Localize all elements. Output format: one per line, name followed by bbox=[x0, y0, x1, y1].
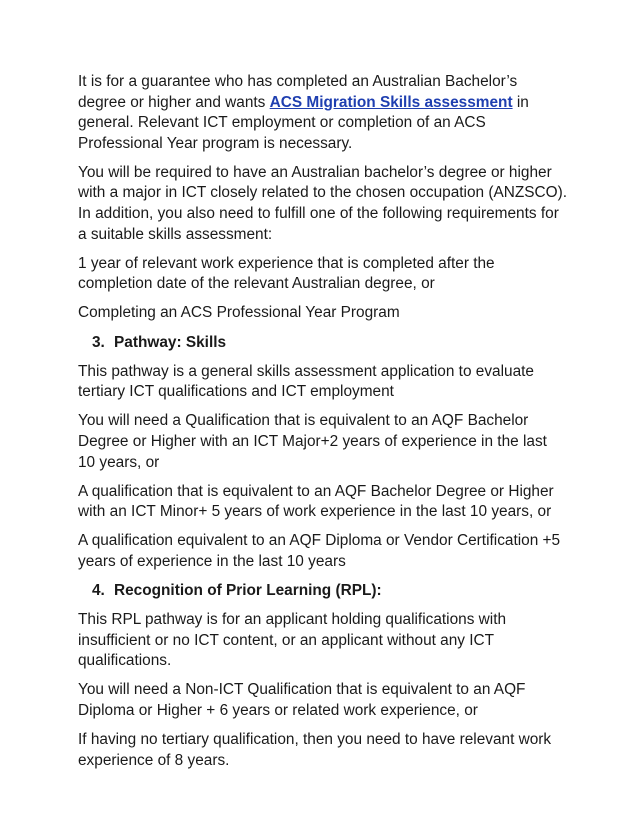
heading-title: Pathway: Skills bbox=[114, 333, 227, 351]
paragraph-requirements: You will be required to have an Australian bachelor’s degree or higher with a major in ICT closely related to the chosen occupation (ANZSCO). In addition, you also need to fulfill one of the following requirements for a suitable skills assessment: bbox=[78, 163, 568, 243]
heading-title: Recognition of Prior Learning (RPL): bbox=[114, 581, 382, 599]
acs-migration-skills-assessment-link[interactable]: ACS Migration Skills assessment bbox=[269, 93, 513, 111]
intro-text-before-link: It is for a guarantee who has completed an Australian Bachelor’s degree or higher and wants bbox=[78, 73, 518, 111]
paragraph-rpl-description: This RPL pathway is for an applicant holding qualifications with insufficient or no ICT content, or an applicant without any ICT qualifications. bbox=[78, 611, 507, 670]
paragraph-professional-year-option: Completing an ACS Professional Year Program bbox=[78, 304, 400, 322]
paragraph-skills-pathway-description: This pathway is a general skills assessment application to evaluate tertiary ICT qualifications and ICT employment bbox=[78, 362, 534, 401]
heading-rpl bbox=[78, 581, 568, 602]
paragraph-ict-major-option: You will need a Qualification that is equivalent to an AQF Bachelor Degree or Higher with an ICT Major+2 years of experience in the last 10 years, or bbox=[78, 412, 547, 471]
paragraph-diploma-option: A qualification equivalent to an AQF Diploma or Vendor Certification +5 years of experience in the last 10 years bbox=[78, 532, 561, 570]
heading-number: 4. bbox=[92, 581, 105, 599]
document-body bbox=[78, 72, 568, 780]
paragraph-no-tertiary-option: If having no tertiary qualification, then you need to have relevant work experience of 8 years. bbox=[78, 731, 552, 769]
paragraph-intro bbox=[78, 72, 568, 154]
heading-pathway-skills bbox=[78, 333, 568, 354]
paragraph-non-ict-option: You will need a Non-ICT Qualification that is equivalent to an AQF Diploma or Higher + 6 years or related work experience, or bbox=[78, 681, 526, 719]
paragraph-work-experience-option: 1 year of relevant work experience that is completed after the completion date of the relevant Australian degree, or bbox=[78, 254, 495, 293]
intro-text-after-link: in general. Relevant ICT employment or completion of an ACS Professional Year program is necessary. bbox=[78, 93, 529, 152]
heading-number: 3. bbox=[92, 333, 105, 351]
paragraph-ict-minor-option: A qualification that is equivalent to an AQF Bachelor Degree or Higher with an ICT Minor+ 5 years of work experience in the last 10 years, or bbox=[78, 482, 554, 521]
